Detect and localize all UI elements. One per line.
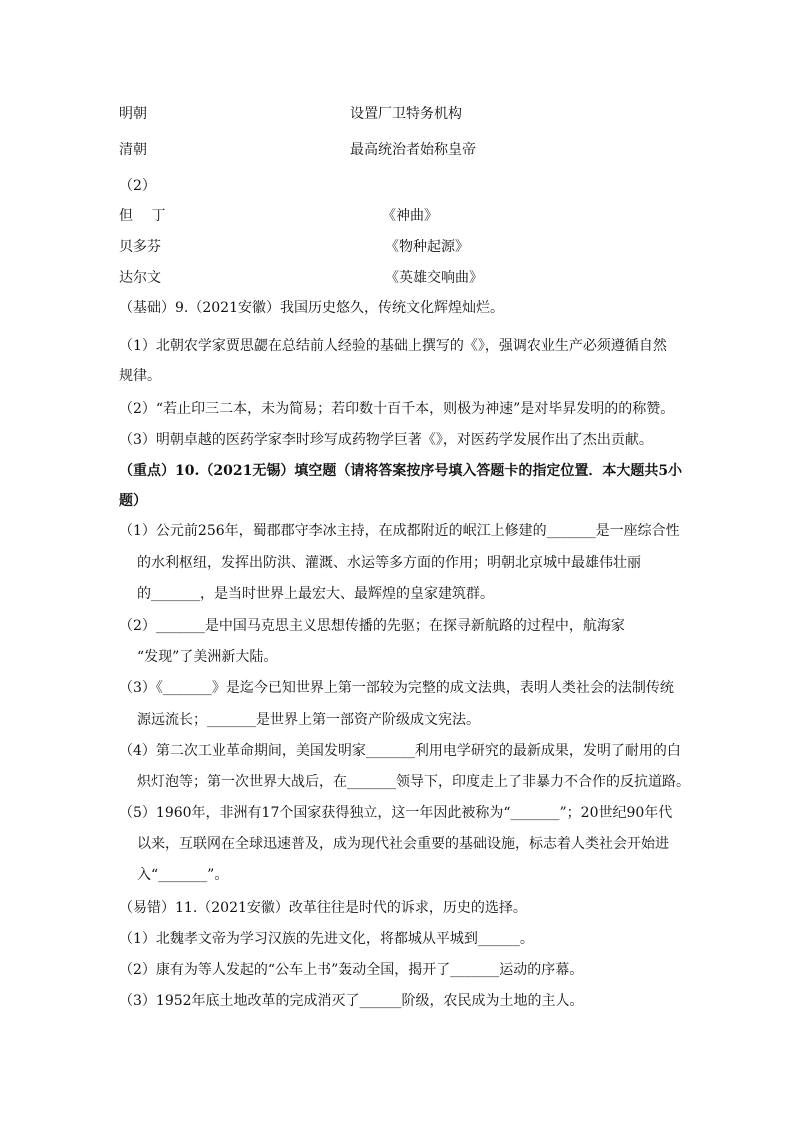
q11-s1: （1）北魏孝文帝为学习汉族的先进文化，将都城从平城到______。 — [119, 931, 534, 947]
q10-title-line1: （重点）10.（2021无锡）填空题（请将答案按序号填入答题卡的指定位置．本大题共5小 — [119, 463, 683, 479]
match-right-qing: 最高统治者始称皇帝 — [350, 142, 476, 158]
match-left-qing: 清朝 — [119, 142, 147, 158]
q9-s1-line2: 规律。 — [119, 368, 161, 384]
q10-s2-line1: （2）_______是中国马克思主义思想传播的先驱；在探寻新航路的过程中，航海家 — [119, 618, 625, 634]
match-left-beethoven: 贝多芬 — [119, 239, 161, 255]
q10-s1-line2: 的水利枢纽，发挥出防洪、灌溉、水运等多方面的作用；明朝北京城中最雄伟壮丽 — [137, 555, 641, 571]
match-left-dante: 但 丁 — [119, 208, 166, 224]
q9-title: （基础）9.（2021安徽）我国历史悠久，传统文化辉煌灿烂。 — [119, 300, 504, 316]
q9-s2: （2）“若止印三二本，未为简易；若印数十百千本，则极为神速”是对毕昇发明的的称赞。 — [119, 401, 675, 417]
q9-s1-line1: （1）北朝农学家贾思勰在总结前人经验的基础上撰写的《》，强调农业生产必须遵循自然 — [119, 338, 667, 354]
q10-s1-line3: 的_______，是当时世界上最宏大、最辉煌的皇家建筑群。 — [137, 586, 494, 602]
q11-s2: （2）康有为等人发起的“公车上书”轰动全国，揭开了_______运动的序幕。 — [119, 962, 584, 978]
q10-s5-line1: （5）1960年，非洲有17个国家获得独立，这一年因此被称为“_______”；20世纪90年代 — [119, 805, 673, 821]
match-right-shenqu: 《神曲》 — [382, 208, 438, 224]
q10-s1-line1: （1）公元前256年，蜀郡郡守李冰主持，在成都附近的岷江上修建的_______是一座综合性 — [119, 523, 680, 539]
match-left-darwin: 达尔文 — [119, 270, 161, 286]
q10-s4-line1: （4）第二次工业革命期间，美国发明家_______利用电学研究的最新成果，发明了耐用的白 — [119, 743, 681, 759]
q10-s5-line2: 以来，互联网在全球迅速普及，成为现代社会重要的基础设施，标志着人类社会开始进 — [137, 836, 669, 852]
match-left-ming: 明朝 — [119, 106, 147, 122]
q10-s3-line2: 源远流长；_______是世界上第一部资产阶级成文宪法。 — [137, 712, 480, 728]
q10-s5-line3: 入“_______”。 — [137, 867, 229, 883]
match-right-ming: 设置厂卫特务机构 — [350, 106, 462, 122]
q10-s2-line2: “发现”了美洲新大陆。 — [137, 649, 278, 665]
match-right-eroica: 《英雄交响曲》 — [385, 270, 483, 286]
q9-s3: （3）明朝卓越的医药学家李时珍写成药物学巨著《》，对医药学发展作出了杰出贡献。 — [119, 432, 653, 448]
match-right-origin: 《物种起源》 — [385, 239, 469, 255]
q11-title: （易错）11.（2021安徽）改革往往是时代的诉求，历史的选择。 — [119, 900, 527, 916]
q11-s3: （3）1952年底土地改革的完成消灭了______阶级，农民成为土地的主人。 — [119, 993, 584, 1009]
q10-title-line2: 题） — [119, 493, 147, 509]
q10-s4-line2: 炽灯泡等；第一次世界大战后，在_______领导下，印度走上了非暴力不合作的反抗道路。 — [137, 774, 690, 790]
part2-label: （2） — [119, 178, 156, 194]
q10-s3-line1: （3）《_______》是迄今已知世界上第一部较为完整的成文法典，表明人类社会的法制传统 — [119, 680, 674, 696]
